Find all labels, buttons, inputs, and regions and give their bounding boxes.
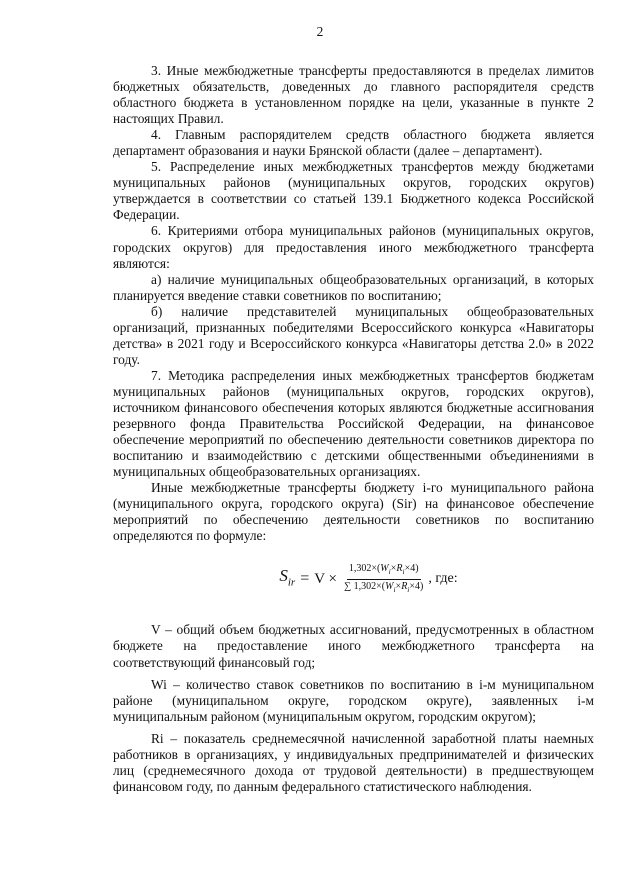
document-body <box>113 63 594 795</box>
paragraph-4: 4. Главным распорядителем средств областного бюджета является департамент образования и науки Брянской области (далее – департамент). <box>113 127 594 159</box>
definition-v: V – общий объем бюджетных ассигнований, предусмотренных в областном бюджете на предоставление иного межбюджетного трансферта на соответствующий финансовый год; <box>113 622 594 670</box>
paragraph-6b: б) наличие представителей муниципальных общеобразовательных организаций, признанных победителями Всероссийского конкурса «Навигаторы детства» в 2021 году и Всероссийского конкурса «Навигаторы детства 2.0» в 2022 году. <box>113 303 594 367</box>
formula-fraction <box>342 563 425 596</box>
formula-denominator: ∑ $1,302\times(W_i\times R_i\times 4)$ <box>344 580 424 594</box>
definition-ri: Ri – показатель среднемесячной начисленной заработной платы наемных работников в организациях, у индивидуальных предпринимателей и физических лиц (среднемесячного дохода от трудовой деятельности) в предшествующем финансовом году, по данным федерального статистического наблюдения. <box>113 730 594 794</box>
definition-wi: Wi – количество ставок советников по воспитанию в i-м муниципальном районе (муниципальном округе, городском округе), заявленных i-м муниципальным районом (муниципальным округом, городским округом); <box>113 676 594 724</box>
page-number: 2 <box>316 24 324 39</box>
paragraph-6a: а) наличие муниципальных общеобразовательных организаций, в которых планируется введение ставки советников по воспитанию; <box>113 271 594 303</box>
paragraph-5: 5. Распределение иных межбюджетных трансфертов между бюджетами муниципальных районов (муниципальных округов, городских округов) утверждается в соответствии со статьей 139.1 Бюджетного кодекса Российской Федерации. <box>113 159 594 223</box>
paragraph-3: 3. Иные межбюджетные трансферты предоставляются в пределах лимитов бюджетных обязательств, доведенных до главного распорядителя средств областного бюджета в установленном порядке на цели, указанные в пункте 2 настоящих Правил. <box>113 63 594 127</box>
paragraph-7: 7. Методика распределения иных межбюджетных трансфертов бюджетам муниципальных районов (муниципальных округов, городских округов), источником финансового обеспечения которых являются бюджетные ассигнования резервного фонда Правительства Российской Федерации, на финансовое обеспечение мероприятий по обеспечению деятельности советников директора по воспитанию и взаимодействию с детскими общественными объединениями в муниципальных общеобразовательных организациях. <box>113 367 594 480</box>
formula-tail: , где: <box>428 571 458 587</box>
formula-numerator: $1,302\times(W_i\times R_i\times 4)$ <box>347 563 421 580</box>
paragraph-6: 6. Критериями отбора муниципальных районов (муниципальных округов, городских округов) для предоставления иного межбюджетного трансферта являются: <box>113 223 594 271</box>
formula-lhs: $S_{ir}$ <box>279 566 296 589</box>
paragraph-formula-intro: Иные межбюджетные трансферты бюджету i-го муниципального района (муниципального округа, городского округа) (Sir) на финансовое обеспечение мероприятий по обеспечению деятельности советников по воспитанию определяются по формуле: <box>113 480 594 544</box>
formula-equals: = <box>300 570 310 588</box>
distribution-formula <box>113 554 594 604</box>
formula-factor: V × <box>314 571 337 588</box>
